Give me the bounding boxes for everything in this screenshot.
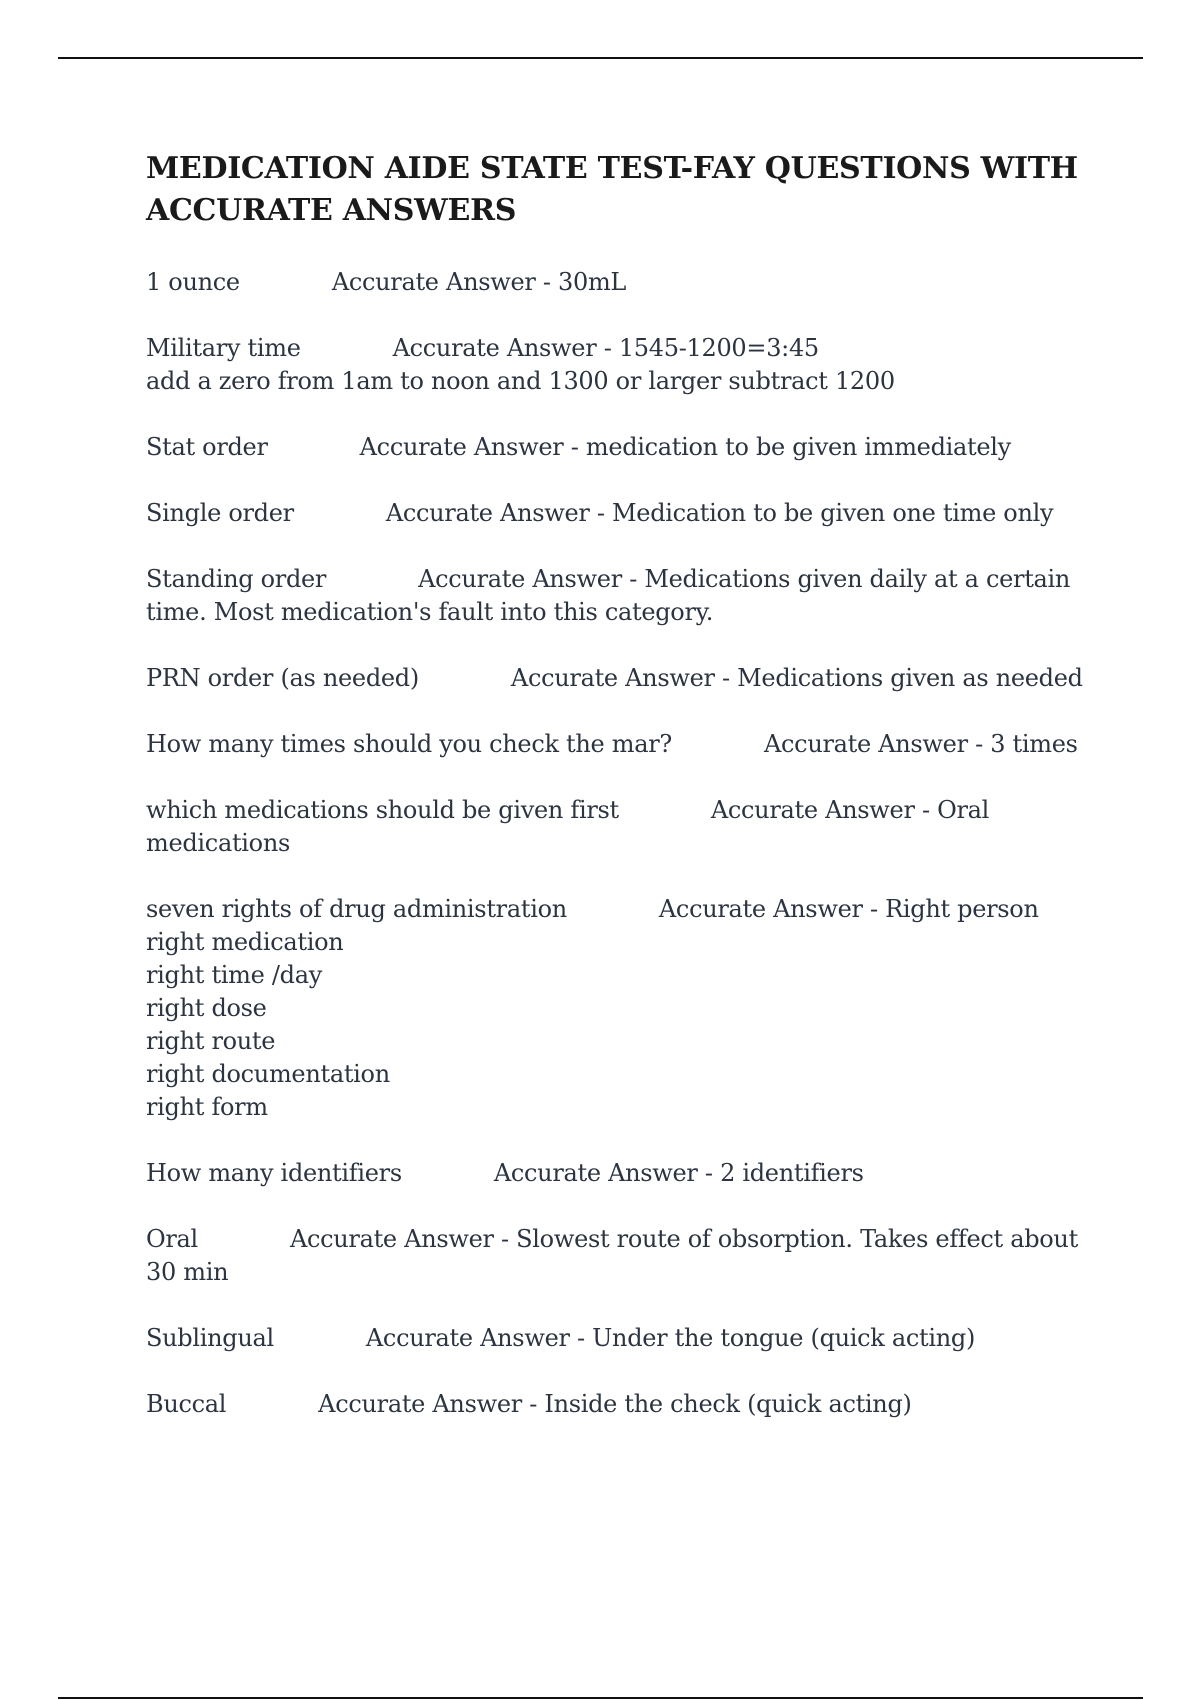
answer-continuation: medications — [146, 829, 290, 857]
qa-item — [146, 1322, 1096, 1355]
top-rule — [58, 57, 1143, 59]
qa-first-line — [146, 497, 1096, 530]
answer-text: Accurate Answer - Under the tongue (quick acting) — [365, 1324, 976, 1352]
qa-item — [146, 332, 1096, 398]
answer-continuation: right documentation — [146, 1060, 390, 1088]
answer-continuation: add a zero from 1am to noon and 1300 or larger subtract 1200 — [146, 367, 895, 395]
question-text: Single order — [146, 499, 294, 527]
qa-first-line — [146, 662, 1096, 695]
question-text: which medications should be given first — [146, 796, 619, 824]
qa-first-line — [146, 563, 1096, 596]
qa-item — [146, 1388, 1096, 1421]
qa-first-line — [146, 794, 1096, 827]
qa-item — [146, 266, 1096, 299]
answer-continuation: time. Most medication's fault into this category. — [146, 598, 714, 626]
answer-continuation: right dose — [146, 994, 267, 1022]
answer-continuation: right time /day — [146, 961, 322, 989]
question-text: Military time — [146, 334, 301, 362]
bottom-rule — [58, 1697, 1143, 1699]
qa-item — [146, 662, 1096, 695]
qa-item — [146, 1223, 1096, 1289]
question-text: seven rights of drug administration — [146, 895, 567, 923]
answer-text: Accurate Answer - 30mL — [331, 268, 627, 296]
qa-item — [146, 893, 1096, 1124]
document-body — [146, 148, 1096, 1454]
qa-first-line — [146, 893, 1096, 926]
question-text: Sublingual — [146, 1324, 274, 1352]
answer-text: Accurate Answer - 1545-1200=3:45 — [392, 334, 819, 362]
question-text: Oral — [146, 1225, 198, 1253]
answer-continuation: 30 min — [146, 1258, 229, 1286]
question-text: How many identifiers — [146, 1159, 402, 1187]
answer-text: Accurate Answer - Oral — [710, 796, 990, 824]
answer-text: Accurate Answer - Medications given as needed — [510, 664, 1083, 692]
answer-text: Accurate Answer - 3 times — [764, 730, 1078, 758]
answer-text: Accurate Answer - 2 identifiers — [493, 1159, 864, 1187]
answer-text: Accurate Answer - Medication to be given one time only — [385, 499, 1054, 527]
qa-first-line — [146, 332, 1096, 365]
qa-item — [146, 563, 1096, 629]
qa-item — [146, 1157, 1096, 1190]
question-text: PRN order (as needed) — [146, 664, 419, 692]
qa-first-line — [146, 431, 1096, 464]
qa-first-line — [146, 728, 1096, 761]
qa-item — [146, 497, 1096, 530]
qa-first-line — [146, 1223, 1096, 1256]
question-text: How many times should you check the mar? — [146, 730, 672, 758]
qa-first-line — [146, 1322, 1096, 1355]
question-text: 1 ounce — [146, 268, 240, 296]
qa-first-line — [146, 1157, 1096, 1190]
answer-text: Accurate Answer - Medications given daily at a certain — [418, 565, 1071, 593]
qa-list — [146, 266, 1096, 1421]
question-text: Standing order — [146, 565, 327, 593]
answer-text: Accurate Answer - Right person — [658, 895, 1039, 923]
qa-item — [146, 431, 1096, 464]
document-title: MEDICATION AIDE STATE TEST-FAY QUESTIONS WITH ACCURATE ANSWERS — [146, 151, 1078, 228]
answer-text: Accurate Answer - Inside the check (quick acting) — [318, 1390, 912, 1418]
answer-text: Accurate Answer - Slowest route of obsorption. Takes effect about — [289, 1225, 1078, 1253]
qa-first-line — [146, 1388, 1096, 1421]
qa-first-line — [146, 266, 1096, 299]
qa-item — [146, 794, 1096, 860]
question-text: Stat order — [146, 433, 268, 461]
answer-continuation: right medication — [146, 928, 344, 956]
answer-text: Accurate Answer - medication to be given immediately — [359, 433, 1011, 461]
qa-item — [146, 728, 1096, 761]
answer-continuation: right form — [146, 1093, 268, 1121]
question-text: Buccal — [146, 1390, 227, 1418]
answer-continuation: right route — [146, 1027, 276, 1055]
